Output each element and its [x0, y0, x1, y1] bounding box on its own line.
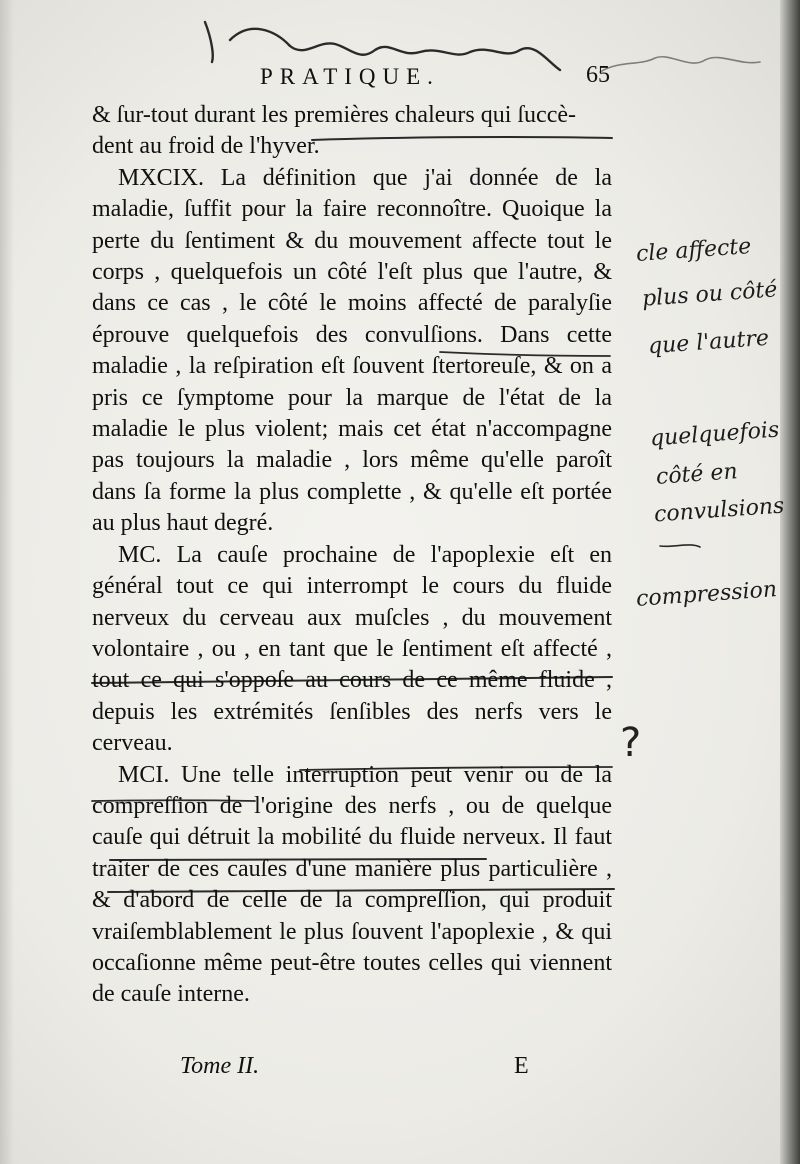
question-mark-annotation: ? — [620, 720, 642, 766]
signature-mark: E — [514, 1053, 529, 1079]
margin-note: cle affecte — [635, 234, 753, 267]
line-02: dent au froid de l'hyver. — [92, 133, 320, 160]
margin-note: compression — [635, 577, 778, 612]
page-footer — [92, 1053, 612, 1093]
volume-label: Tome II. — [180, 1053, 260, 1079]
paragraph-mci: MCI. Une telle interruption peut venir ou de la compreſſion de l'origine des nerfs , ou de quelque cauſe qui détruit la mobilité du fluide nerveux. Il faut traiter de ces cauſes d'une manière plus particulière , & d'abord de celle de la compreſſion, qui produit vraiſemblablement le plus ſouvent l'apoplexie , & qui occaſionne même peut-être toutes celles qui viennent de cauſe interne. — [92, 761, 612, 1008]
margin-notes — [620, 0, 790, 1164]
page-number: 65 — [586, 62, 610, 88]
running-head: PRATIQUE. — [260, 64, 440, 89]
margin-note: convulsions — [653, 493, 786, 528]
margin-note: plus ou côté — [641, 277, 779, 312]
page-header — [90, 60, 610, 94]
paragraph-mxcix: MXCIX. La définition que j'ai donnée de la maladie, ſuffit pour la faire reconnoître. Quoique la perte du ſentiment & du mouvement affecte tout le corps , quelquefois un côté l'eſt plus que l'autre, & dans ce cas , le côté le moins affecté de paralyſie éprouve quelquefois des convulſions. Dans cette maladie , la reſpiration eſt ſouvent ſtertoreuſe, & on a pris ce ſymptome pour la marque de l'état de la maladie le plus violent; mais cet état n'accompagne pas toujours la maladie , lors même qu'elle paroît dans ſa forme la plus complette , & qu'elle eſt portée au plus haut degré. — [92, 164, 612, 537]
page-shadow — [0, 0, 14, 1164]
body-text — [92, 100, 612, 1011]
paragraph-mc: MC. La cauſe prochaine de l'apoplexie eſt en général tout ce qui interrompt le cours du fluide nerveux du cerveau aux muſcles , du mouvement volontaire , ou , en tant que le ſentiment eſt affecté , tout ce qui s'oppoſe au cours de ce même fluide , depuis les extrémités ſenſibles des nerfs vers le cerveau. — [92, 541, 612, 757]
margin-note: que l'autre — [647, 325, 770, 360]
margin-note: côté en — [655, 459, 739, 490]
margin-note: quelquefois — [649, 417, 781, 452]
line-01: & ſur-tout durant les premières chaleurs qui ſuccè- — [92, 102, 577, 128]
